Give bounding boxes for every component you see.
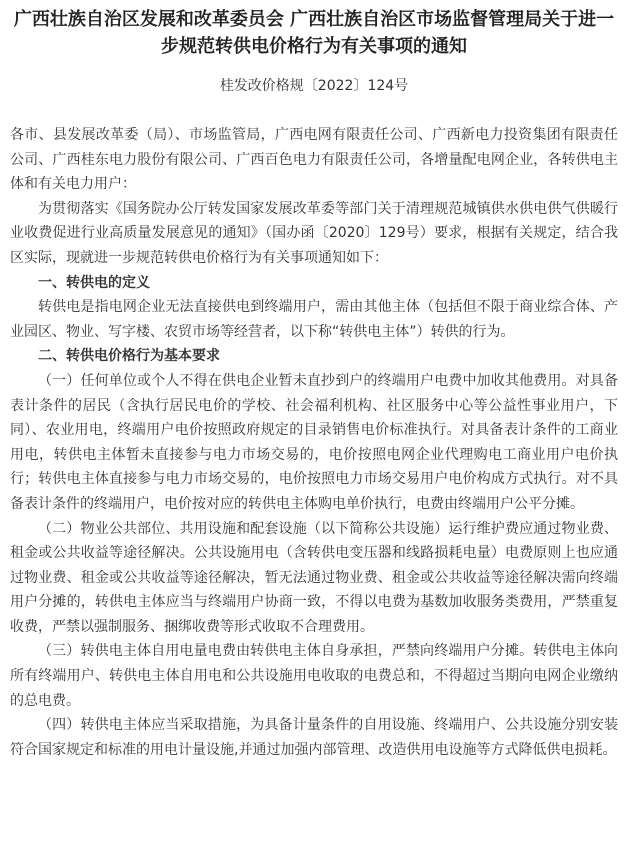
section1-paragraph: 转供电是指电网企业无法直接供电到终端用户，需由其他主体（包括但不限于商业综合体、产业园区、物业、写字楼、农贸市场等经营者，以下称“转供电主体”）转供的行为。 (10, 299, 618, 340)
notice-title: 广西壮族自治区发展和改革委员会 广西壮族自治区市场监督管理局关于进一步规范转供电价格行为有关事项的通知 (13, 9, 615, 57)
section2-paragraph-1: （一）任何单位或个人不得在供电企业暂未直抄到户的终端用户电费中加收其他费用。对具备表计条件的居民（含执行居民电价的学校、社会福利机构、社区服务中心等公益性事业用户，下同）、农业用电，终端用户电价按照政府规定的目录销售电价标准执行。对具备表计条件的工商业用电，转供电主体暂未直接参与电力市场交易的，电价按照电网企业代理购电工商业用户电价执行；转供电主体直接参与电力市场交易的，电价按照电力市场交易用户电价构成方式执行。对不具备表计条件的终端用户，电价按对应的转供电主体购电单价执行，电费由终端用户公平分摊。 (10, 372, 618, 512)
document-number: 桂发改价格规〔2022〕124号 (219, 78, 409, 94)
section2-paragraph-3: （三）转供电主体自用电量电费由转供电主体自身承担，严禁向终端用户分摊。转供电主体向所有终端用户、转供电主体自用电和公共设施用电收取的电费总和，不得超过当期向电网企业缴纳的总电费。 (10, 643, 618, 709)
section2-paragraph-2: （二）物业公共部位、共用设施和配套设施（以下简称公共设施）运行维护费应通过物业费、租金或公共收益等途径解决。公共设施用电（含转供电变压器和线路损耗电量）电费原则上也应通过物业费、租金或公共收益等途径解决，暂无法通过物业费、租金或公共收益等途径解决需向终端用户分摊的，转供电主体应当与终端用户协商一致，不得以电费为基数加收服务类费用，严禁重复收费，严禁以强制服务、捆绑收费等形式收取不合理费用。 (10, 520, 618, 635)
section2-heading: 二、转供电价格行为基本要求 (38, 348, 220, 365)
recipients-paragraph: 各市、县发展改革委（局）、市场监管局，广西电网有限责任公司、广西新电力投资集团有限责任公司、广西桂东电力股份有限公司、广西百色电力有限责任公司，各增量配电网企业，各转供电主体和有关电力用户： (10, 127, 618, 193)
section1-heading: 一、转供电的定义 (38, 274, 150, 291)
intro-paragraph: 为贯彻落实《国务院办公厅转发国家发展改革委等部门关于清理规范城镇供水供电供气供暖行业收费促进行业高质量发展意见的通知》（国办函〔2020〕129号）要求，根据有关规定，结合我区实际，现就进一步规范转供电价格行为有关事项通知如下： (10, 200, 618, 266)
notice-body (10, 123, 618, 762)
section2-paragraph-4: （四）转供电主体应当采取措施，为具备计量条件的自用设施、终端用户、公共设施分别安装符合国家规定和标准的用电计量设施,并通过加强内部管理、改造供用电设施等方式降低供电损耗。 (10, 717, 618, 758)
